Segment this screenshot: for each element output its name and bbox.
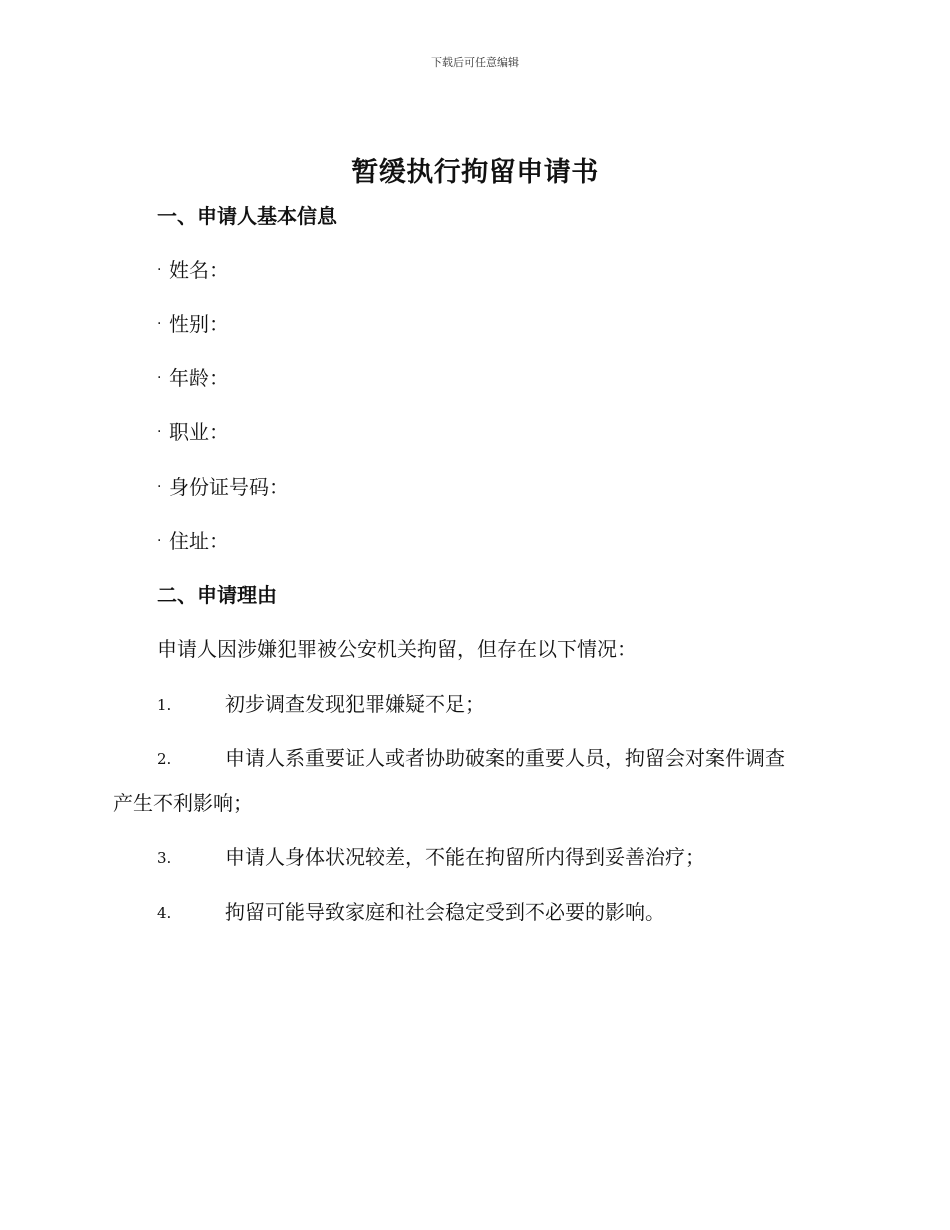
document-title: 暂缓执行拘留申请书 [351, 157, 599, 188]
field-label: 职业： [169, 420, 229, 444]
bullet-icon: · [157, 262, 162, 278]
field-label: 身份证号码： [169, 475, 289, 499]
field-label: 住址： [169, 529, 229, 553]
section-heading-reasons: 二、申请理由 [157, 583, 277, 607]
item-text: 初步调查发现犯罪嫌疑不足； [225, 692, 485, 716]
bullet-icon: · [157, 533, 162, 549]
reason-item-3 [157, 841, 847, 870]
field-id-number [157, 471, 289, 500]
item-number: 3. [157, 849, 172, 867]
field-label: 姓名： [169, 258, 229, 282]
item-number: 2. [157, 750, 172, 768]
field-label: 年龄： [169, 366, 229, 390]
field-label: 性别： [169, 312, 229, 336]
item-number: 4. [157, 904, 172, 922]
item-text: 拘留可能导致家庭和社会稳定受到不必要的影响。 [225, 900, 665, 924]
field-name [157, 254, 229, 283]
bullet-icon: · [157, 370, 162, 386]
header-note: 下载后可任意编辑 [431, 56, 519, 69]
field-gender [157, 308, 229, 337]
field-address [157, 525, 229, 554]
reason-item-4 [157, 896, 847, 925]
item-text: 申请人系重要证人或者协助破案的重要人员，拘留会对案件调查 [225, 746, 785, 770]
bullet-icon: · [157, 316, 162, 332]
item-number: 1. [157, 696, 172, 714]
bullet-icon: · [157, 424, 162, 440]
section-heading-applicant-info: 一、申请人基本信息 [157, 204, 337, 228]
bullet-icon: · [157, 479, 162, 495]
reason-item-1 [157, 688, 847, 717]
reason-item-2-continuation: 产生不利影响； [113, 791, 253, 815]
reason-item-2 [157, 742, 847, 771]
field-age [157, 362, 229, 391]
field-occupation [157, 416, 229, 445]
reasons-intro: 申请人因涉嫌犯罪被公安机关拘留，但存在以下情况： [157, 637, 637, 661]
item-text: 申请人身体状况较差，不能在拘留所内得到妥善治疗； [225, 845, 705, 869]
